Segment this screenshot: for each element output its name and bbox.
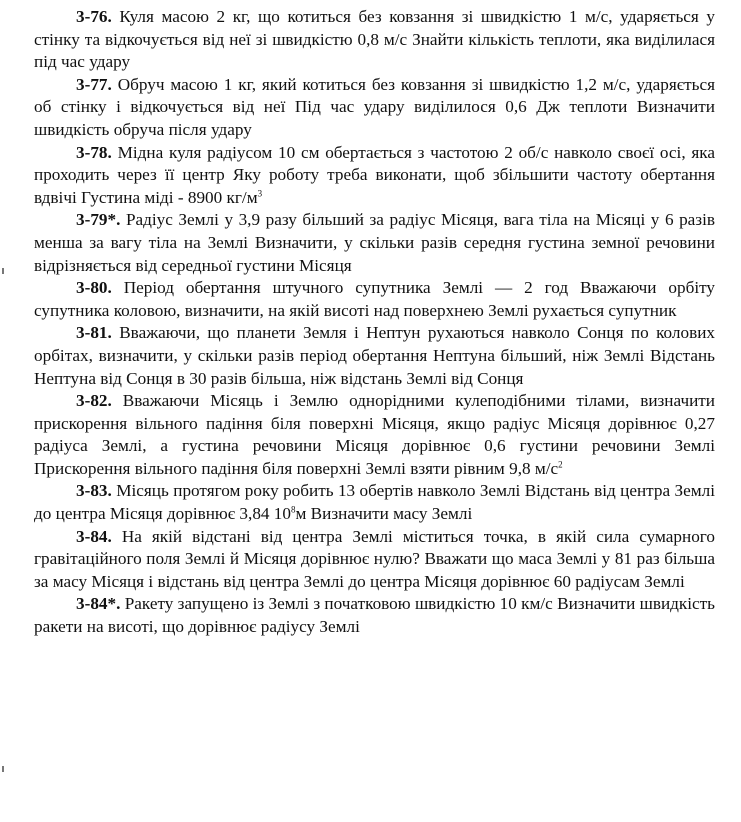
problem-3-78 [34,142,715,210]
problem-number: 3-84*. [76,594,121,614]
superscript: 3 [257,188,263,199]
problem-3-79 [34,209,715,277]
margin-mark-bottom [2,766,4,772]
problem-text-tail: м Визначити масу Землі [295,504,473,524]
problem-text: Місяць протягом року робить 13 обертів навколо Землі Відстань від центра Землі до центра Місяця дорівнює 3,84 10 [34,481,715,524]
problem-text: Мідна куля радіусом 10 см обертається з частотою 2 об/с навколо своєї осі, яка проходить через її центр Яку роботу треба виконати, щоб збільшити частоту обертання вдвічі Густина міді - 8900 кг/м [34,142,716,207]
problem-3-84-star [34,593,715,638]
problem-number: 3-77. [76,74,112,94]
problem-3-83 [34,480,715,525]
margin-mark-top [2,268,4,274]
problem-number: 3-84. [76,526,112,546]
problem-number: 3-81. [76,323,112,343]
problem-number: 3-82. [76,391,112,411]
problem-number: 3-79*. [76,210,121,230]
problem-number: 3-80. [76,278,112,298]
superscript: 2 [558,459,563,470]
superscript: 8 [291,504,296,515]
document-page [34,6,715,639]
problem-text: На якій відстані від центра Землі міститься точка, в якій сила сумарного гравітаційного поля Землі й Місяця дорівнює нулю? Вважати що маса Землі у 81 раз більша за масу Місяця і відстань від центра Землі до центра Місяця дорівнює 60 радіусам Землі [34,526,715,591]
problem-text: Обруч масою 1 кг, який котиться без ковзання зі швидкістю 1,2 м/с, ударяється об стінку і відкочується від неї Під час удару виділилося 0,6 Дж теплоти Визначити швидкість обруча після удару [34,74,716,139]
problem-3-82 [34,390,715,480]
problem-3-81 [34,322,715,390]
problem-text: Куля масою 2 кг, що котиться без ковзання зі швидкістю 1 м/с, ударяється у стінку та відкочується від неї зі швидкістю 0,8 м/с Знайти кількість теплоти, яка виділилася під час удару [34,7,716,72]
problem-text: Вважаючи Місяць і Землю однорідними кулеподібними тілами, визначити прискорення вільного падіння біля поверхні Місяця, якщо радіус Місяця дорівнює 0,27 радіуса Землі, а густина речовини Місяця дорівнює 0,6 густини речовини Землі Прискорення вільного падіння біля поверхні Землі взяти рівним 9,8 м/с [34,391,715,478]
problem-number: 3-76. [76,7,112,26]
problem-3-77 [34,74,715,142]
problem-3-80 [34,277,715,322]
problem-3-76 [34,6,715,74]
problem-number: 3-83. [76,481,112,501]
problem-text: Ракету запущено із Землі з початковою швидкістю 10 км/с Визначити швидкість ракети на висоті, що дорівнює радіусу Землі [34,594,715,637]
problem-text: Період обертання штучного супутника Землі — 2 год Вважаючи орбіту супутника коловою, визначити, на якій висоті над поверхнею Землі рухається супутник [34,278,716,320]
problem-3-84 [34,526,715,594]
problem-number: 3-78. [76,142,112,162]
problem-text: Радіус Землі у 3,9 разу більший за радіус Місяця, вага тіла на Місяці у 6 разів менша за вагу тіла на Землі Визначити, у скільки разів середня густина земної речовини відрізняється від середньої густини Місяця [34,210,715,275]
problem-text: Вважаючи, що планети Земля і Нептун рухаються навколо Сонця по колових орбітах, визначити, у скільки разів період обертання Нептуна більший, ніж Землі Відстань Нептуна від Сонця в 30 разів більша, ніж відстань Землі від Сонця [34,323,716,388]
